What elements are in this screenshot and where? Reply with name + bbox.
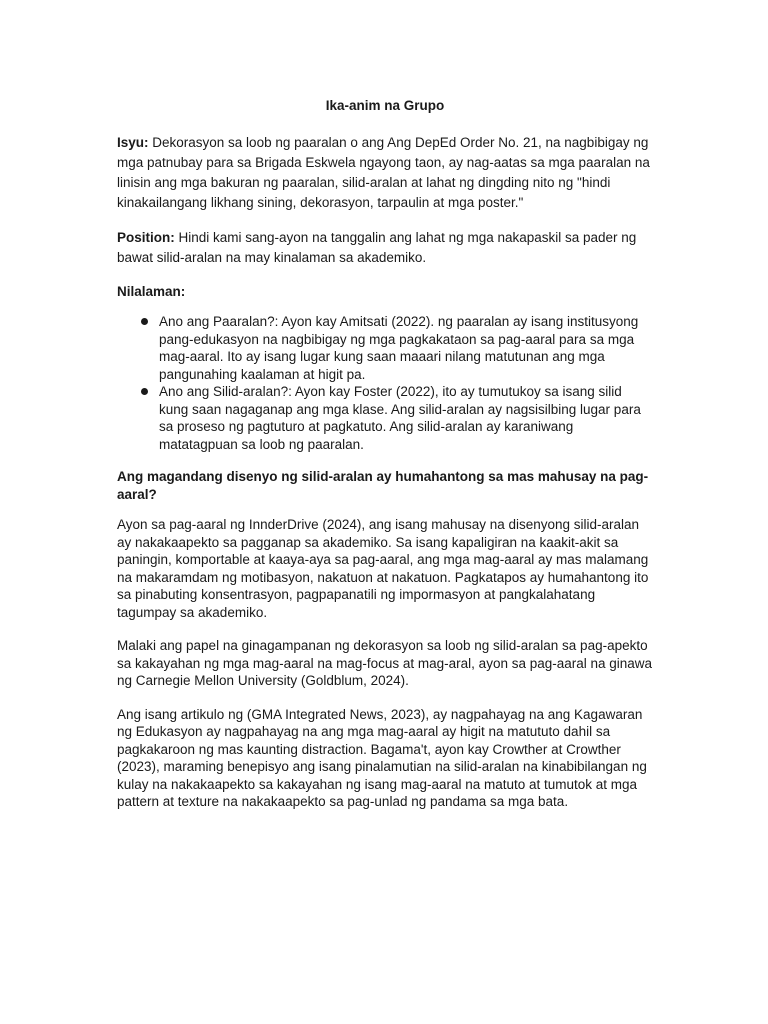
issue-label: Isyu: (117, 135, 149, 150)
position-paragraph (117, 228, 653, 268)
body-paragraph: Ayon sa pag-aaral ng InnderDrive (2024), ang isang mahusay na disenyong silid-aralan ay nakakaapekto sa pagganap sa akademiko. Sa isang kapaligiran na kaakit-akit sa paningin, komportable at kaaya-aya sa pag-aaral, ang mga mag-aaral ay mas malamang na makaramdam ng motibasyon, nakatuon at nakatuon. Pagkatapos ay humahantong ito sa pinabuting konsentrasyon, pagpapanatili ng impormasyon at pangkalahatang tagumpay sa akademiko. (117, 517, 649, 620)
bullet-icon (141, 388, 148, 395)
document-page (117, 97, 653, 827)
bullet-text: Ano ang Silid-aralan?: Ayon kay Foster (2022), ito ay tumutukoy sa isang silid kung saan nagaganap ang mga klase. Ang silid-aralan ay nagsisilbing lugar para sa proseso ng pagtuturo at pagkatuto. Ang silid-aralan ay karaniwang matatagpuan sa loob ng paaralan. (159, 384, 641, 452)
position-label: Position: (117, 230, 175, 245)
question-heading: Ang magandang disenyo ng silid-aralan ay humahantong sa mas mahusay na pag-aaral? (117, 469, 649, 502)
content-bullet-list (117, 313, 653, 453)
content-heading: Nilalaman: (117, 284, 186, 299)
list-item (117, 313, 653, 383)
issue-paragraph (117, 133, 653, 213)
list-item (117, 383, 653, 453)
bullet-text: Ano ang Paaralan?: Ayon kay Amitsati (2022). ng paaralan ay isang institusyong pang-edukasyon na nagbibigay ng mga pagkakataon sa pag-aaral para sa mga mag-aaral. Ito ay isang lugar kung saan maaari nilang matutunan ang mga pangunahing kaalaman at higit pa. (159, 314, 639, 382)
body-paragraph: Malaki ang papel na ginagampanan ng dekorasyon sa loob ng silid-aralan sa pag-apekto sa kakayahan ng mga mag-aaral na mag-focus at mag-aral, ayon sa pag-aaral na ginawa ng Carnegie Mellon University (Goldblum, 2024). (117, 638, 653, 688)
body-paragraph: Ang isang artikulo ng (GMA Integrated News, 2023), ay nagpahayag na ang Kagawaran ng Edukasyon ay nagpahayag na ang mga mag-aaral ay higit na matututo dahil sa pagkakaroon ng mas kaunting distraction. Bagama't, ayon kay Crowther at Crowther (2023), maraming benepisyo ang isang pinalamutian na silid-aralan na kinabibilangan ng kulay na nakakaapekto sa kakayahan ng isang mag-aaral na matuto at tumutok at mga pattern at texture na nakakaapekto sa pag-unlad ng pandama sa mga bata. (117, 706, 647, 809)
bullet-icon (141, 318, 148, 325)
document-title: Ika-anim na Grupo (325, 98, 445, 113)
position-text: Hindi kami sang-ayon na tanggalin ang lahat ng mga nakapaskil sa pader ng bawat silid-aralan na may kinalaman sa akademiko. (117, 230, 637, 265)
issue-text: Dekorasyon sa loob ng paaralan o ang Ang DepEd Order No. 21, na nagbibigay ng mga patnubay para sa Brigada Eskwela ngayong taon, ay nag-aatas sa mga paaralan na linisin ang mga bakuran ng paaralan, silid-aralan at lahat ng dingding nito ng "hindi kinakailangang likhang sining, dekorasyon, tarpaulin at mga poster." (117, 135, 650, 210)
